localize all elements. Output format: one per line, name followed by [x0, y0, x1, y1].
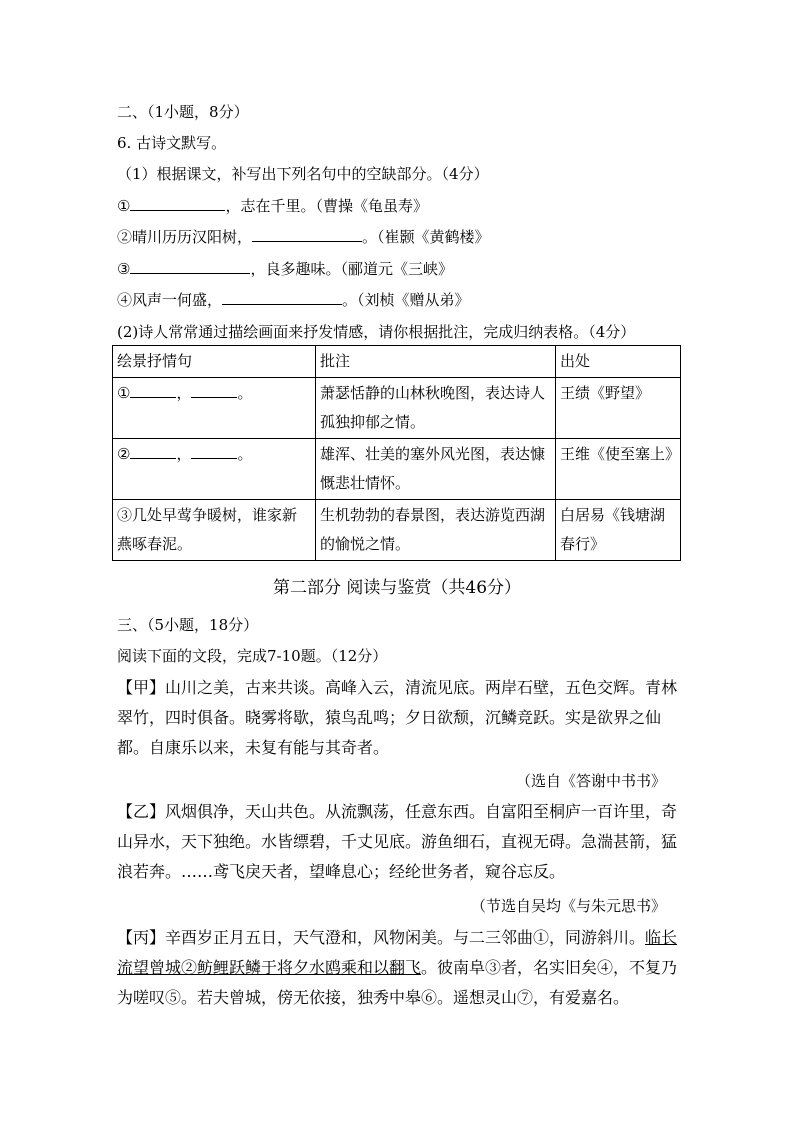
answer-blank[interactable]	[130, 259, 250, 274]
fill-line-suffix: 。（崔颢《黄鹤楼》	[362, 228, 490, 246]
answer-blank[interactable]	[191, 383, 237, 398]
fill-line-suffix: ，良多趣味。（郦道元《三峡》	[250, 260, 453, 278]
answer-blank[interactable]	[130, 196, 225, 211]
passage-a-source: （选自《答谢中书书》	[515, 772, 666, 790]
table-cell-verse	[113, 378, 316, 439]
table-cell-note: 雄浑、壮美的塞外风光图，表达慷慨悲壮情怀。	[316, 439, 556, 500]
table-row	[113, 439, 681, 500]
row-separator: ，	[176, 384, 192, 402]
passage-c-start: 【丙】辛酉岁正月五日，天气澄和，风物闲美。与二三邻曲①，同游斜川。	[117, 928, 646, 947]
passage-a: 【甲】山川之美，古来共谈。高峰入云，清流见底。两岸石壁，五色交辉。青林翠竹，四时俱备。晓雾将歇，猿鸟乱鸣；夕日欲颓，沉鳞竞跃。实是欲界之仙都。自康乐以来，未复有能与其奇者。	[117, 678, 678, 757]
table-header-row	[113, 346, 681, 378]
part-2-title: 第二部分 阅读与鉴赏（共46分）	[272, 578, 522, 598]
reading-prompt: 阅读下面的文段，完成7-10题。（12分）	[117, 647, 388, 665]
answer-blank[interactable]	[130, 444, 176, 459]
passage-c	[117, 923, 683, 1013]
answer-blank[interactable]	[130, 383, 176, 398]
fill-line-prefix: ③	[117, 260, 131, 278]
passage-c-end: 。彼南阜③者，名实旧矣④，不复乃为嗟叹⑤。若夫曾城，傍无依接，独秀中皋⑥。遥想灵山⑦，有爱嘉名。	[117, 958, 678, 1007]
table-header-cell: 出处	[556, 346, 681, 378]
fill-line-4	[117, 290, 470, 310]
table-cell-source: 王绩《野望》	[556, 378, 681, 439]
question-6-title: 6. 古诗文默写。	[117, 134, 227, 152]
row-separator: ，	[176, 445, 192, 463]
fill-line-suffix: 。（刘桢《赠从弟》	[342, 291, 470, 309]
table-cell-verse	[113, 439, 316, 500]
fill-line-2	[117, 227, 490, 247]
row-end: 。	[237, 384, 253, 402]
table-header-cell: 绘景抒情句	[113, 346, 316, 378]
passage-b: 【乙】风烟俱净，天山共色。从流飘荡，任意东西。自富阳至桐庐一百许里，奇山异水，天下独绝。水皆缥碧，千丈见底。游鱼细石，直视无碍。急湍甚箭，猛浪若奔。……鸢飞戾天者，望峰息心；经纶世务者，窥谷忘反。	[117, 802, 678, 881]
passage-c-underlined: 临长流望曾城②鲂鲤跃鳞于将夕水鸥乘和以翻飞	[117, 928, 678, 977]
row-mark: ①	[117, 384, 131, 402]
row-end: 。	[237, 445, 253, 463]
section-2-heading: 二、（1小题，8分）	[117, 103, 249, 121]
table-cell-verse: ③几处早莺争暖树，谁家新燕啄春泥。	[113, 500, 316, 561]
question-6-2-prompt: (2)诗人常常通过描绘画面来抒发情感，请你根据批注，完成归纳表格。（4分）	[117, 323, 636, 341]
fill-line-suffix: ，志在千里。（曹操《龟虽寿》	[225, 197, 428, 215]
table-cell-note: 生机勃勃的春景图，表达游览西湖的愉悦之情。	[316, 500, 556, 561]
summary-table	[112, 345, 681, 561]
answer-blank[interactable]	[252, 227, 362, 242]
table-row	[113, 500, 681, 561]
passage-b-source: （节选自吴均《与朱元思书》	[470, 897, 666, 915]
fill-line-prefix: ①	[117, 197, 131, 215]
answer-blank[interactable]	[222, 290, 342, 305]
table-cell-source: 白居易《钱塘湖春行》	[556, 500, 681, 561]
table-row	[113, 378, 681, 439]
fill-line-3	[117, 259, 453, 279]
table-header-cell: 批注	[316, 346, 556, 378]
fill-line-prefix: ④风声一何盛，	[117, 291, 223, 309]
fill-line-prefix: ②晴川历历汉阳树，	[117, 228, 253, 246]
section-3-heading: 三、（5小题，18分）	[117, 616, 259, 634]
table-cell-note: 萧瑟恬静的山林秋晚图，表达诗人孤独抑郁之情。	[316, 378, 556, 439]
answer-blank[interactable]	[191, 444, 237, 459]
row-mark: ②	[117, 445, 131, 463]
table-cell-source: 王维《使至塞上》	[556, 439, 681, 500]
question-6-1-prompt: （1）根据课文，补写出下列名句中的空缺部分。（4分）	[117, 165, 489, 183]
fill-line-1	[117, 196, 428, 216]
